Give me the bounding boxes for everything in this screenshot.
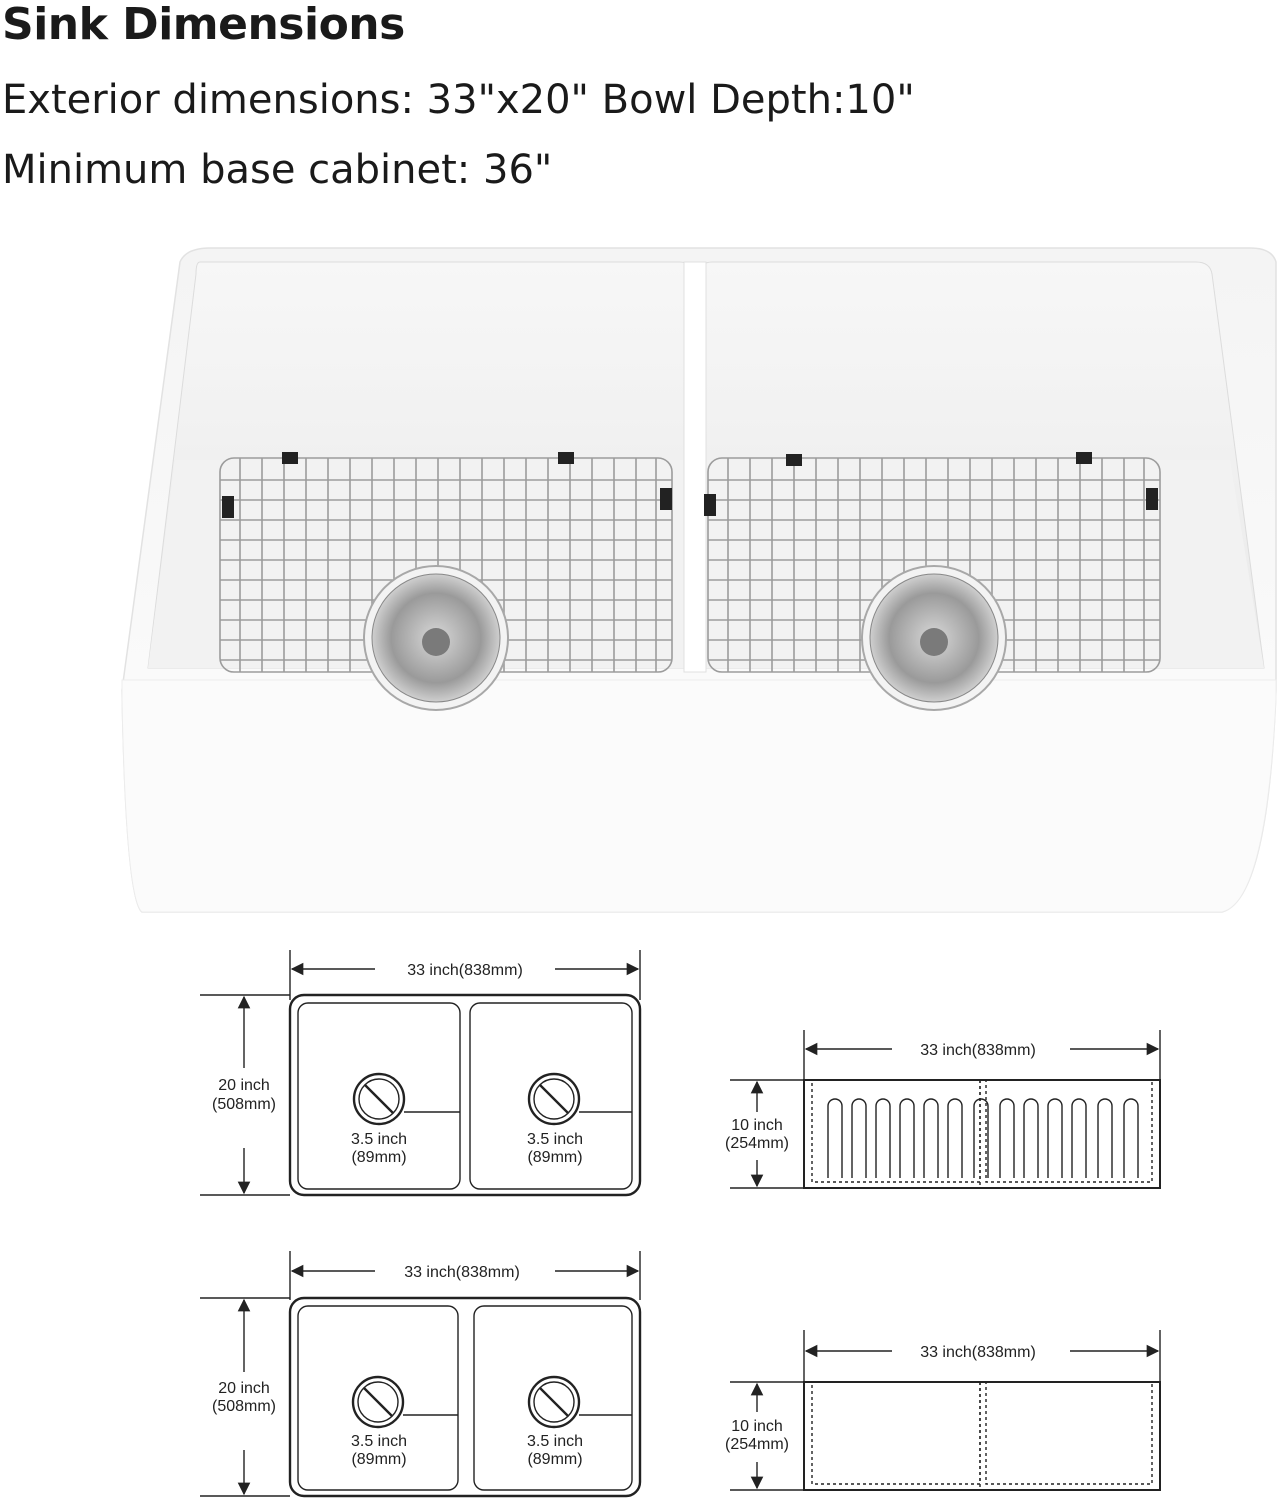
top-b-height-inch: 20 inch xyxy=(218,1380,270,1397)
top-a-width-label: 33 inch(838mm) xyxy=(407,962,523,979)
top-b-drain-left-mm: (89mm) xyxy=(351,1451,407,1468)
exterior-dimensions-text: Exterior dimensions: 33"x20" Bowl Depth:10" xyxy=(2,77,915,123)
top-a-drain-right-mm: (89mm) xyxy=(527,1149,583,1166)
front-plain-depth-inch: 10 inch xyxy=(731,1418,783,1435)
flute-grooves xyxy=(828,1099,1138,1178)
top-a-height-mm: (508mm) xyxy=(211,1096,277,1113)
page-title: Sink Dimensions xyxy=(2,0,405,50)
top-a-drain-left-mm: (89mm) xyxy=(351,1149,407,1166)
top-b-drain-left-inch: 3.5 inch xyxy=(350,1433,408,1450)
minimum-cabinet-text: Minimum base cabinet: 36" xyxy=(2,147,553,193)
front-plain-depth-mm: (254mm) xyxy=(724,1436,790,1453)
top-a-drain-left-inch: 3.5 inch xyxy=(350,1131,408,1148)
front-fluted-width-label: 33 inch(838mm) xyxy=(920,1042,1036,1059)
top-b-width-label: 33 inch(838mm) xyxy=(404,1264,520,1281)
top-b-drain-right-inch: 3.5 inch xyxy=(526,1433,584,1450)
front-fluted-depth-inch: 10 inch xyxy=(731,1117,783,1134)
top-a-drain-right-inch: 3.5 inch xyxy=(526,1131,584,1148)
top-a-height-inch: 20 inch xyxy=(218,1077,270,1094)
front-fluted-depth-mm: (254mm) xyxy=(724,1135,790,1152)
front-plain-width-label: 33 inch(838mm) xyxy=(920,1344,1036,1361)
top-b-drain-right-mm: (89mm) xyxy=(527,1451,583,1468)
top-b-height-mm: (508mm) xyxy=(211,1398,277,1415)
